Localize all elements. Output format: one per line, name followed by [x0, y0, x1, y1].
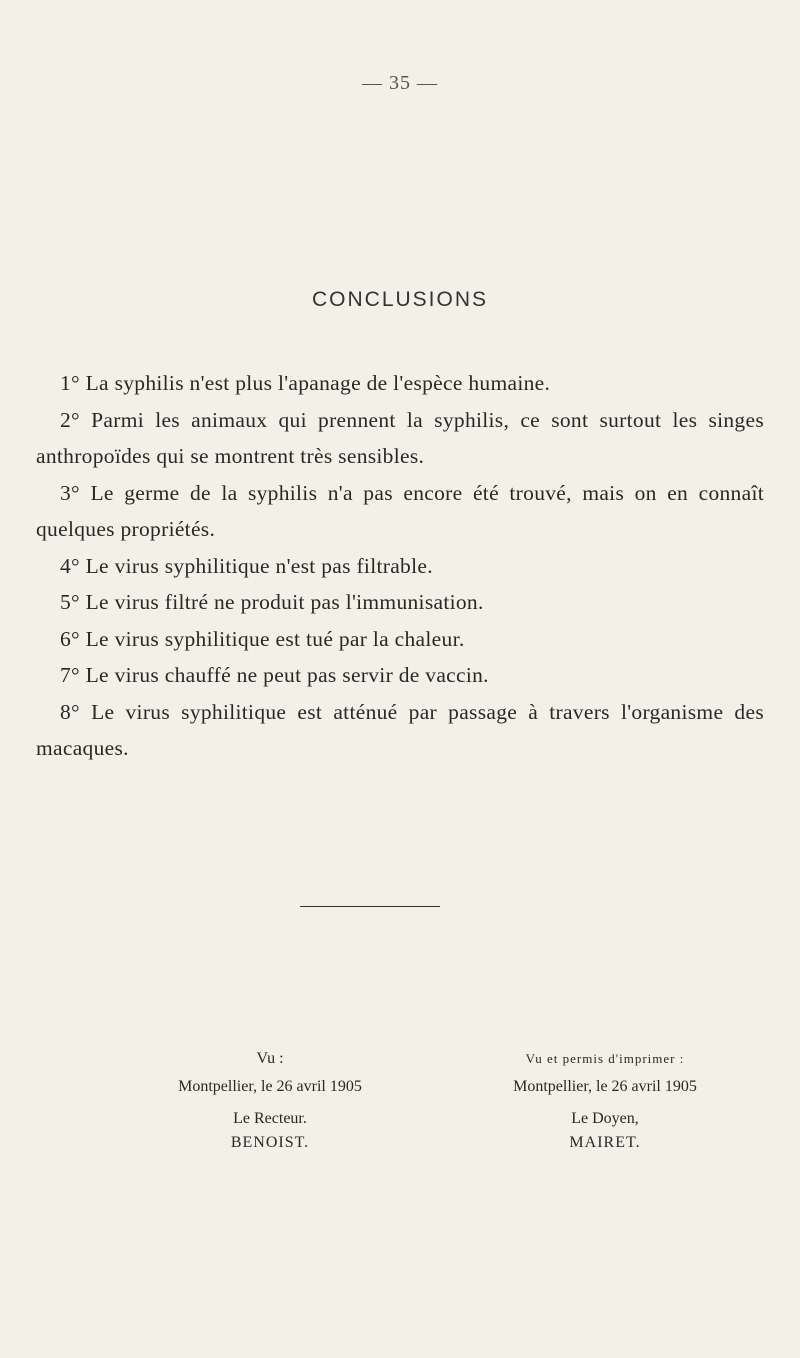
- approval-signatory: BENOIST.: [230, 1134, 310, 1151]
- approval-doyen: [455, 1047, 755, 1155]
- approval-heading: Vu :: [256, 1050, 284, 1067]
- approval-recteur: [100, 1047, 440, 1155]
- approval-place-date: Montpellier, le 26 avril 1905: [178, 1078, 362, 1095]
- page-title: CONCLUSIONS: [311, 288, 489, 311]
- conclusion-item: 3° Le germe de la syphilis n'a pas encore été trouvé, mais on en connaît quelques propriétés.: [36, 480, 764, 541]
- approval-role: Le Recteur.: [233, 1110, 307, 1127]
- approval-place-date: Montpellier, le 26 avril 1905: [513, 1078, 697, 1095]
- conclusion-item: 1° La syphilis n'est plus l'apanage de l'espèce humaine.: [60, 371, 551, 395]
- conclusion-item: 2° Parmi les animaux qui prennent la syphilis, ce sont surtout les singes anthropoïdes qui se montrent très sensibles.: [36, 407, 764, 468]
- section-divider: [300, 906, 440, 907]
- conclusion-item: 6° Le virus syphilitique est tué par la chaleur.: [60, 626, 465, 651]
- approval-heading: Vu et permis d'imprimer :: [525, 1051, 685, 1066]
- page-number: — 35 —: [362, 72, 438, 94]
- approval-role: Le Doyen,: [571, 1110, 639, 1127]
- conclusion-item: 4° Le virus syphilitique n'est pas filtrable.: [60, 553, 433, 578]
- conclusions-list: [36, 365, 764, 767]
- conclusion-item: 7° Le virus chauffé ne peut pas servir de vaccin.: [60, 663, 489, 687]
- conclusion-item: 8° Le virus syphilitique est atténué par passage à travers l'organisme des macaques.: [36, 699, 764, 760]
- approval-signatory: MAIRET.: [569, 1134, 641, 1151]
- conclusion-item: 5° Le virus filtré ne produit pas l'immunisation.: [60, 590, 484, 614]
